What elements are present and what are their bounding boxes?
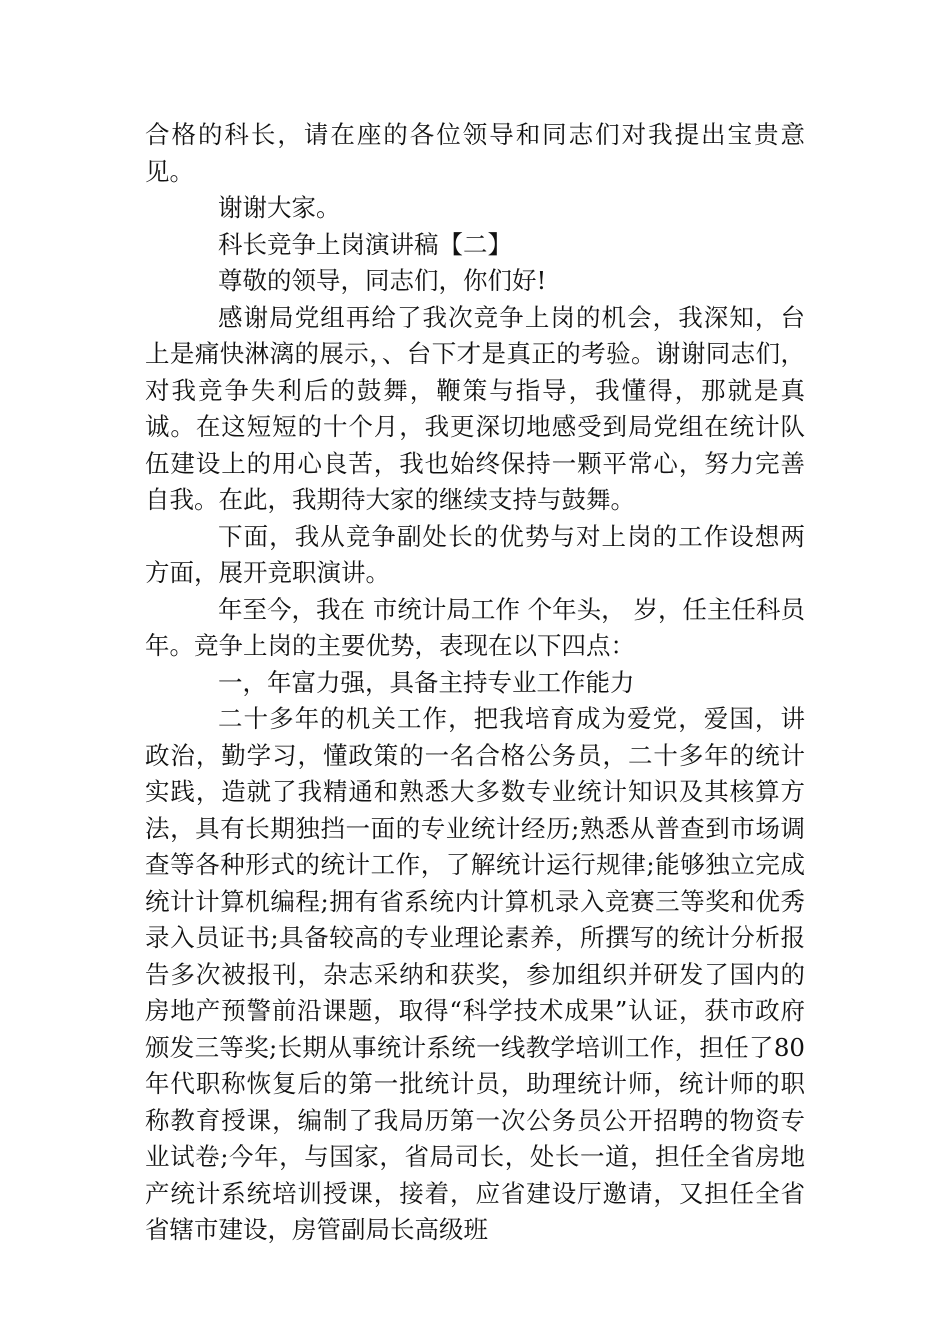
paragraph-outline: 下面，我从竞争副处长的优势与对上岗的工作设想两方面，展开竞职演讲。 [145, 521, 805, 587]
paragraph-experience: 二十多年的机关工作，把我培育成为爱党，爱国，讲政治，勤学习，懂政策的一名合格公务员，二十多年的统计实践，造就了我精通和熟悉大多数专业统计知识及其核算方法，具有长期独挡一面的专业统计经历;熟悉从普查到市场调查等各种形式的统计工作，了解统计运行规律;能够独立完成统计计算机编程;拥有省系统内计算机录入竞赛三等奖和优秀录入员证书;具备较高的专业理论素养，所撰写的统计分析报告多次被报刊，杂志采纳和获奖，参加组织并研发了国内的房地产预警前沿课题，取得“科学技术成果”认证，获市政府颁发三等奖;长期从事统计系统一线教学培训工作，担任了80年代职称恢复后的第一批统计员，助理统计师，统计师的职称教育授课，编制了我局历第一次公务员公开招聘的物资专业试卷;今年，与国家，省局司长，处长一道，担任全省房地产统计系统培训授课，接着，应省建设厅邀请，又担任全省省辖市建设，房管副局长高级班 [145, 704, 805, 1244]
paragraph-thanks: 谢谢大家。 [218, 193, 341, 222]
paragraph-closing-line: 合格的科长，请在座的各位领导和同志们对我提出宝贵意见。 [145, 120, 805, 186]
paragraph-gratitude: 感谢局党组再给了我次竞争上岗的机会，我深知，台上是痛快淋漓的展示，、台下才是真正的考验。谢谢同志们，对我竞争失利后的鼓舞，鞭策与指导，我懂得，那就是真诚。在这短短的十个月，我更深切地感受到局党组在统计队伍建设上的用心良苦，我也始终保持一颗平常心，努力完善自我。在此，我期待大家的继续支持与鼓舞。 [145, 302, 805, 514]
paragraph-point-one-heading: 一，年富力强，具备主持专业工作能力 [218, 667, 635, 697]
paragraph-background: 年至今，我在 市统计局工作 个年头， 岁，任主任科员年。竞争上岗的主要优势，表现在以下四点： [145, 594, 805, 660]
paragraph-greeting: 尊敬的领导，同志们，你们好! [218, 266, 547, 295]
section-heading: 科长竞争上岗演讲稿【二】 [218, 229, 512, 259]
document-page [145, 117, 805, 1249]
